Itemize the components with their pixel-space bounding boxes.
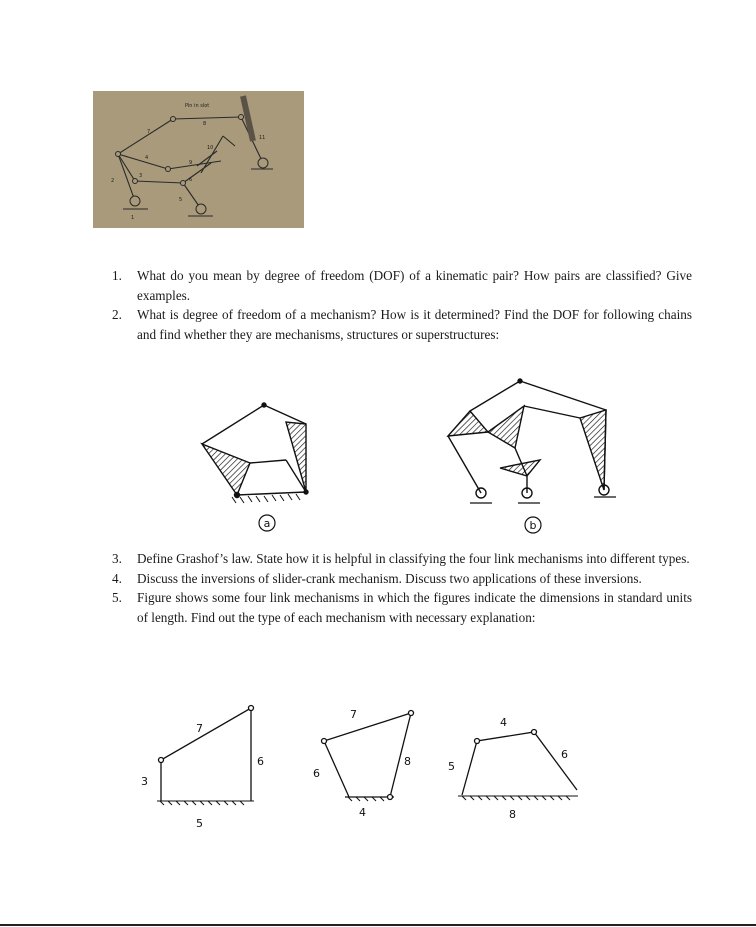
question-1 [112, 266, 692, 305]
question-number: 2. [112, 307, 122, 322]
question-number: 4. [112, 570, 122, 586]
fourbar-1 [157, 706, 254, 806]
label-6: 6 [189, 177, 193, 183]
question-text: What do you mean by degree of freedom (DOF) of a kinematic pair? How pairs are classified? Give examples. [137, 268, 692, 303]
label-b: b [529, 519, 537, 532]
chain-a-label [259, 515, 275, 531]
question-5 [112, 588, 692, 627]
fourbar-3-bottom-dim: 8 [509, 808, 516, 821]
chain-figures [0, 360, 756, 540]
fourbar-2-right-dim: 8 [404, 755, 411, 768]
bottom-rule [0, 924, 756, 926]
fourbar-3 [458, 730, 578, 801]
chain-b-label [525, 517, 541, 533]
fourbar-1-right-dim: 6 [257, 755, 264, 768]
fourbar-1-bottom-dim: 5 [196, 817, 203, 830]
question-text: Define Grashof’s law. State how it is helpful in classifying the four link mechanisms into different types. [137, 551, 690, 566]
label-3: 3 [139, 173, 143, 179]
label-11: 11 [259, 135, 266, 141]
label-10: 10 [207, 145, 214, 151]
question-3 [112, 549, 692, 569]
question-number: 5. [112, 590, 122, 605]
label-4: 4 [145, 155, 149, 161]
fourbar-1-top-dim: 7 [196, 722, 203, 735]
label-5: 5 [179, 197, 183, 203]
question-number: 1. [112, 268, 122, 283]
question-text: What is degree of freedom of a mechanism? How is it determined? Find the DOF for following chains and find whether they are mechanisms, structures or superstructures: [137, 307, 692, 342]
label-pin-in-slot: Pin in slot [185, 103, 210, 109]
question-text: Discuss the inversions of slider-crank mechanism. Discuss two applications of these inversions. [137, 570, 642, 586]
label-a: a [263, 517, 271, 530]
fourbar-figures [0, 690, 756, 830]
label-1: 1 [131, 215, 135, 221]
question-2 [112, 305, 692, 344]
mechanism-drawing [93, 91, 304, 228]
fourbar-3-top-dim: 4 [500, 716, 507, 729]
question-list-1 [112, 266, 692, 344]
chain-b [448, 379, 616, 503]
fourbar-2 [322, 711, 414, 802]
question-list-2 [112, 549, 692, 627]
fourbar-3-right-dim: 6 [561, 748, 568, 761]
label-8: 8 [203, 121, 207, 127]
label-9: 9 [189, 160, 193, 166]
fourbar-2-top-dim: 7 [350, 708, 357, 721]
question-4 [112, 569, 692, 589]
label-7: 7 [147, 129, 151, 135]
chain-a [202, 403, 308, 503]
fourbar-3-left-dim: 5 [448, 760, 455, 773]
fourbar-2-left-dim: 6 [313, 767, 320, 780]
fourbar-1-left-dim: 3 [141, 775, 148, 788]
fourbar-2-bottom-dim: 4 [359, 806, 366, 819]
question-text: Figure shows some four link mechanisms in which the figures indicate the dimensions in standard units of length. Find out the type of each mechanism with necessary explanation: [137, 590, 692, 625]
mechanism-photo [93, 91, 304, 228]
label-2: 2 [111, 178, 115, 184]
question-number: 3. [112, 551, 122, 566]
